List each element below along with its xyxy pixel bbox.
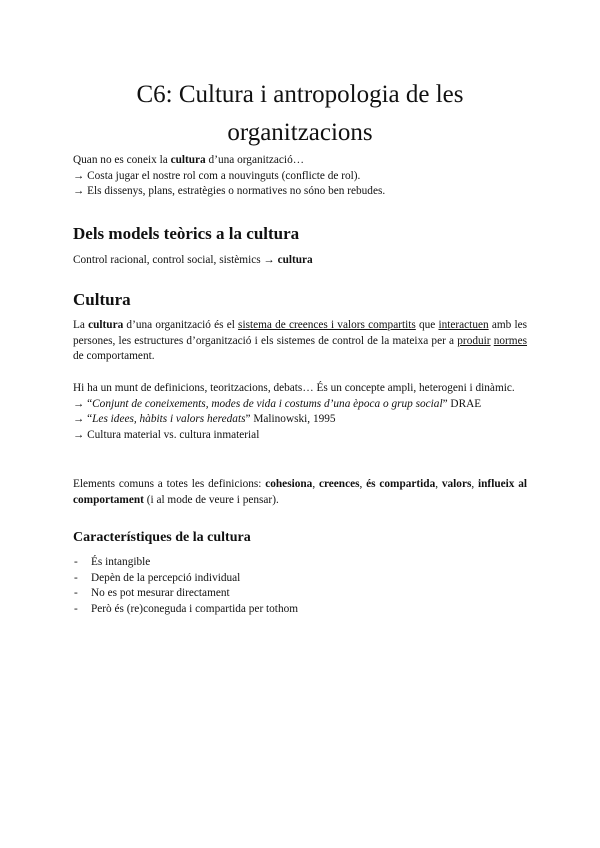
models-block (73, 253, 527, 269)
bold-valors: valors (441, 478, 472, 490)
section-heading-caracteristiques: Característiques de la cultura (73, 530, 251, 545)
page-title (60, 76, 540, 152)
intro-block (73, 153, 527, 200)
cultura-p2-quote-malinowski (73, 412, 527, 428)
intro-bold-cultura: cultura (170, 154, 206, 166)
bold-influeix: influeix al comportament (73, 478, 528, 506)
section-heading-models: Dels models teòrics a la cultura (73, 224, 300, 243)
cultura-paragraph-3 (73, 477, 527, 508)
cultura-p1-text (73, 318, 527, 365)
text-span: ” DRAE (442, 397, 482, 410)
intro-line-1 (73, 153, 527, 169)
bold-creences: creences (318, 478, 360, 490)
text-span: amb les persones, les estructures d’organització i els sistemes de control de la mateixa per a (73, 319, 527, 347)
quote-drae: Conjunt de coneixements, modes de vida i costums d’una època o grup social (92, 397, 443, 410)
list-item: - Depèn de la percepció individual (73, 571, 298, 587)
text-span: d’una organització és el (123, 319, 239, 331)
intro-text: Quan no es coneix la (73, 154, 171, 166)
text-span: , (312, 478, 319, 490)
quote-malinowski: Les idees, hàbits i valors heredats (92, 413, 246, 425)
text-span: , (359, 478, 367, 490)
text-span: (i al mode de veure i pensar). (143, 493, 279, 506)
underline-normes: normes (493, 334, 528, 347)
intro-text-end: d’una organització… (205, 154, 305, 166)
intro-line-2: → Costa jugar el nostre rol com a nouvinguts (conflicte de rol). (73, 169, 361, 182)
text-span: , (435, 478, 442, 490)
cultura-p2-line: Hi ha un munt de definicions, teoritzacions, debats… És un concepte ampli, heterogeni i dinàmic. (73, 382, 515, 394)
list-item: - Però és (re)coneguda i compartida per tothom (73, 602, 298, 618)
models-bold-cultura: cultura (277, 254, 313, 266)
text-span: que (415, 319, 439, 331)
text-span: , (471, 478, 479, 490)
cultura-p2-quote-drae (73, 397, 527, 413)
section-heading-cultura: Cultura (73, 290, 131, 309)
title-line-2: organitzacions (227, 119, 373, 146)
models-line (73, 253, 527, 269)
cultura-paragraph-1 (73, 318, 527, 365)
cultura-p3-text (73, 477, 527, 508)
title-line-1: C6: Cultura i antropologia de les (136, 81, 464, 108)
bold-cultura: cultura (88, 319, 124, 331)
underline-interactuen: interactuen (438, 319, 489, 331)
list-item: - No es pot mesurar directament (73, 586, 298, 602)
list-item: - És intangible (73, 555, 298, 571)
bold-cohesiona: cohesiona (265, 478, 313, 490)
caracteristiques-list (73, 555, 298, 618)
cultura-p2-material: → Cultura material vs. cultura inmaterial (73, 428, 260, 441)
underline-sistema: sistema de creences i valors compartits (238, 319, 416, 331)
intro-line-3: → Els dissenys, plans, estratègies o normatives no sóno ben rebudes. (73, 185, 386, 197)
text-span: La (73, 319, 89, 331)
bold-compartida: és compartida (366, 478, 436, 490)
models-text: Control racional, control social, sistèmics → (73, 254, 278, 266)
text-span: ” Malinowski, 1995 (245, 413, 336, 425)
text-span: → “ (73, 413, 93, 425)
text-span: → “ (73, 397, 93, 410)
text-span: de comportament. (73, 350, 155, 362)
underline-produir: produir (457, 334, 491, 347)
cultura-paragraph-2 (73, 381, 527, 443)
text-span: Elements comuns a totes les definicions: (73, 478, 266, 490)
